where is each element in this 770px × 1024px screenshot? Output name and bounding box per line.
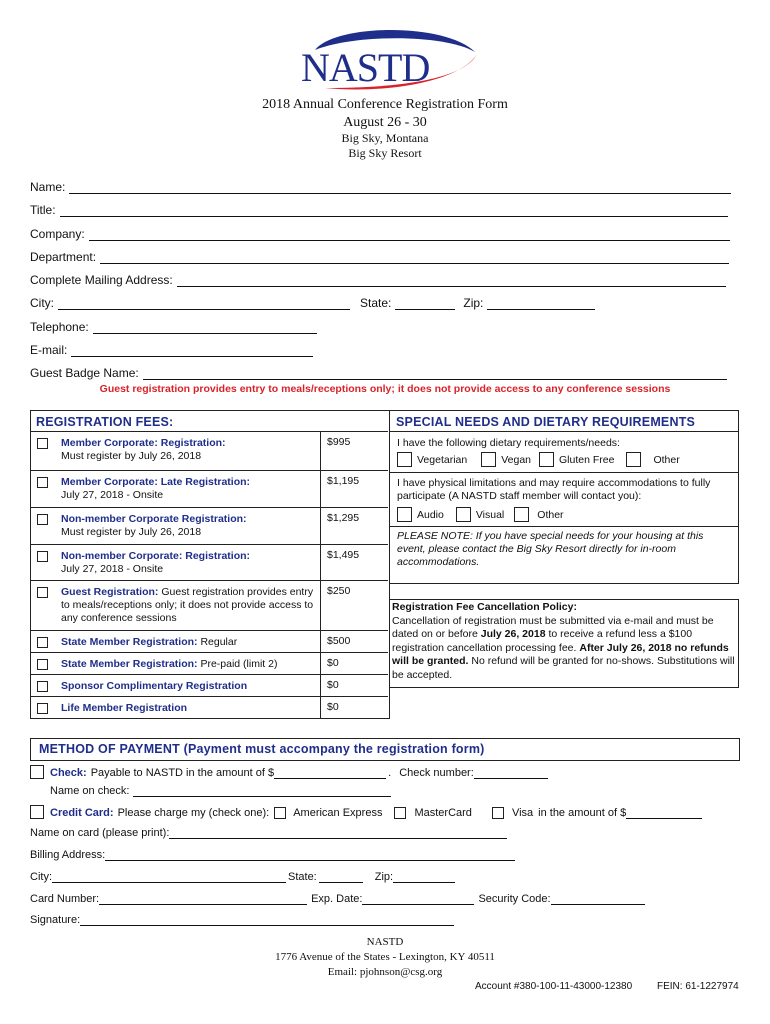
dietary-other-label: Other [653,453,680,466]
fee-title: State Member Registration: [61,636,198,648]
badge-field[interactable] [143,367,727,380]
fee-row [30,470,388,508]
fee-description [61,586,316,625]
check-number-label: Check number: [399,767,474,779]
card-city-field[interactable] [52,871,286,883]
name-on-check-row [50,785,391,797]
name-on-check-label: Name on check: [50,785,130,797]
physical-other-label: Other [537,508,564,521]
visa-label: Visa [511,807,534,819]
name-label: Name: [30,180,66,194]
city-state-zip-row [30,296,595,310]
footer-account: Account #380-100-11-43000-12380 [475,981,633,992]
telephone-label: Telephone: [30,320,89,334]
fee-price: $1,295 [320,508,388,545]
cancellation-no-refund: After July 26, 2018 no refunds will be granted. [392,641,729,667]
fee-deadline: Must register by July 26, 2018 [61,526,202,538]
footer-email: Email: pjohnson@csg.org [327,966,443,978]
logo-text: NASTD [301,45,430,90]
billing-row [30,849,515,861]
title-field[interactable] [60,204,728,217]
dietary-other-checkbox[interactable] [626,452,641,467]
fee-title: Member Corporate: Late Registration: [61,476,251,488]
fee-description [61,658,316,671]
fee-description [61,437,316,463]
housing-note: PLEASE NOTE: If you have special needs for your housing at this event, please contact the Big Sky Resort directly for in-room accommodations. [397,530,704,568]
audio-label: Audio [417,508,444,521]
vegetarian-label: Vegetarian [417,453,468,466]
fee-row [30,507,388,545]
check-text: Payable to NASTD in the amount of $ [90,767,275,779]
cancellation-text-3: No refund will be granted for no-shows. Substitutions will be accepted. [392,655,735,681]
check-amount-field[interactable] [274,767,386,779]
fee-title: Non-member Corporate: Registration: [61,550,251,562]
name-row [30,180,731,194]
fee-deadline: July 27, 2018 - Onsite [61,563,164,575]
vegetarian-checkbox[interactable] [397,452,412,467]
fee-checkbox[interactable] [37,438,48,449]
email-field[interactable] [71,344,313,357]
fee-title: Guest Registration: [61,586,159,598]
check-number-field[interactable] [474,767,548,779]
conference-venue: Big Sky Resort [348,146,422,160]
email-row [30,343,313,357]
payment-heading: METHOD OF PAYMENT (Payment must accompany the registration form) [39,742,485,756]
fee-description [61,680,316,693]
email-label: E-mail: [30,343,68,357]
card-state-field[interactable] [319,871,363,883]
fee-title: Sponsor Complimentary Registration [61,680,248,692]
footer-address: 1776 Avenue of the States - Lexington, KY 40511 [275,951,495,963]
mastercard-checkbox[interactable] [394,807,406,819]
physical-other-checkbox[interactable] [514,507,529,522]
physical-options [397,507,564,522]
card-state-label: State: [288,871,317,883]
name-field[interactable] [69,181,731,194]
card-zip-label: Zip: [374,871,394,883]
name-on-card-row [30,827,507,839]
fee-row [30,674,388,697]
zip-field[interactable] [487,297,595,310]
fee-title: Non-member Corporate Registration: [61,513,247,525]
amex-label: American Express [293,807,383,819]
physical-text: I have physical limitations and may require accommodations to fully participate (A NASTD staff member will contact you): [397,477,711,502]
badge-row [30,366,727,380]
fee-price: $500 [320,631,388,653]
fee-deadline: July 27, 2018 - Onsite [61,489,164,501]
fee-price: $250 [320,581,388,631]
signature-field[interactable] [80,914,454,926]
footer-org: NASTD [366,936,404,948]
card-city-label: City: [30,871,52,883]
company-label: Company: [30,227,85,241]
fee-row [30,431,388,471]
guest-note: Guest registration provides entry to meals/receptions only; it does not provide access to any conference sessions [99,383,671,395]
card-city-row [30,871,455,883]
fee-description [61,513,316,539]
conference-dates: August 26 - 30 [343,115,427,130]
nastd-logo [295,22,480,94]
dietary-options [397,452,680,467]
card-number-row [30,893,645,905]
fee-checkbox[interactable] [37,477,48,488]
fee-price: $0 [320,697,388,718]
fee-title: State Member Registration: [61,658,198,670]
state-field[interactable] [395,297,455,310]
fee-price: $995 [320,432,388,471]
cc-amount-field[interactable] [626,807,702,819]
fee-row [30,652,388,675]
cancellation-title: Registration Fee Cancellation Policy: [392,601,577,613]
special-needs-heading: SPECIAL NEEDS AND DIETARY REQUIREMENTS [396,415,696,429]
card-number-field[interactable] [99,893,307,905]
fee-description [61,702,316,715]
conference-location: Big Sky, Montana [341,131,429,145]
fee-description [61,476,316,502]
city-field[interactable] [58,297,350,310]
fee-deadline: Must register by July 26, 2018 [61,450,202,462]
badge-label: Guest Badge Name: [30,366,139,380]
card-number-label: Card Number: [30,893,100,905]
card-zip-field[interactable] [393,871,455,883]
dietary-text: I have the following dietary requirements/needs: [397,437,620,449]
cancellation-policy [392,601,737,682]
fee-checkbox[interactable] [37,681,48,692]
credit-card-checkbox[interactable] [30,805,44,819]
fee-title: Member Corporate: Registration: [61,437,226,449]
name-on-card-label: Name on card (please print): [30,827,170,839]
cancellation-date: July 26, 2018 [480,628,546,640]
city-label: City: [30,296,54,310]
check-payment-checkbox[interactable] [30,765,44,779]
department-row [30,250,729,264]
fee-detail: Guest registration provides entry to meals/receptions only; it does not provide access to any conference sessions [61,586,314,624]
fee-price: $0 [320,653,388,675]
visual-checkbox[interactable] [456,507,471,522]
registration-fees-heading: REGISTRATION FEES: [36,415,174,429]
amex-checkbox[interactable] [274,807,286,819]
signature-label: Signature: [30,914,81,926]
visa-checkbox[interactable] [492,807,504,819]
form-title: 2018 Annual Conference Registration Form [262,97,508,112]
fee-description [61,550,316,576]
cancellation-text-1: Cancellation of registration must be submitted via e-mail and must be dated on or before [392,614,714,640]
exp-date-label: Exp. Date: [311,893,363,905]
fee-detail: Regular [197,636,238,648]
department-label: Department: [30,250,97,264]
fee-detail: Pre-paid (limit 2) [197,658,278,670]
name-on-check-field[interactable] [133,785,391,797]
fee-checkbox[interactable] [37,551,48,562]
telephone-field[interactable] [93,321,317,334]
telephone-row [30,320,317,334]
fee-title: Life Member Registration [61,702,188,714]
department-field[interactable] [100,251,729,264]
fee-description [61,636,316,649]
state-label: State: [360,296,392,310]
address-row [30,273,726,287]
billing-field[interactable] [105,849,515,861]
mastercard-label: MasterCard [414,807,472,819]
company-field[interactable] [89,228,730,241]
gluten-free-checkbox[interactable] [539,452,554,467]
gluten-free-label: Gluten Free [559,453,615,466]
audio-checkbox[interactable] [397,507,412,522]
credit-card-label: Credit Card: [50,807,114,819]
fee-row [30,630,388,653]
vegan-checkbox[interactable] [481,452,496,467]
signature-row [30,914,454,926]
zip-label: Zip: [463,296,484,310]
fee-row [30,696,388,718]
title-label: Title: [30,203,56,217]
visual-label: Visual [475,508,505,521]
fee-price: $1,195 [320,471,388,508]
exp-date-field[interactable] [362,893,474,905]
check-label: Check: [50,767,87,779]
cancellation-text-2: to receive a refund less a $100 registration cancellation processing fee. [392,628,693,654]
company-row [30,227,730,241]
cc-amount-text: in the amount of $ [538,807,627,819]
vegan-label: Vegan [501,453,532,466]
security-code-field[interactable] [551,893,645,905]
fee-price: $1,495 [320,545,388,581]
footer-fein: FEIN: 61-1227974 [657,981,739,992]
security-code-label: Security Code: [478,893,551,905]
name-on-card-field[interactable] [169,827,507,839]
credit-card-row [30,805,702,819]
fee-price: $0 [320,675,388,697]
fee-checkbox[interactable] [37,703,48,714]
billing-label: Billing Address: [30,849,106,861]
credit-card-text: Please charge my (check one): [117,807,270,819]
fee-row [30,580,388,631]
fee-checkbox[interactable] [37,659,48,670]
address-field[interactable] [177,274,726,287]
fee-checkbox[interactable] [37,637,48,648]
address-label: Complete Mailing Address: [30,273,173,287]
fee-checkbox[interactable] [37,587,48,598]
check-row: Check: Payable to NASTD in the amount of $ . Check number: [30,765,548,779]
fee-row [30,544,388,581]
title-row [30,203,728,217]
fee-checkbox[interactable] [37,514,48,525]
